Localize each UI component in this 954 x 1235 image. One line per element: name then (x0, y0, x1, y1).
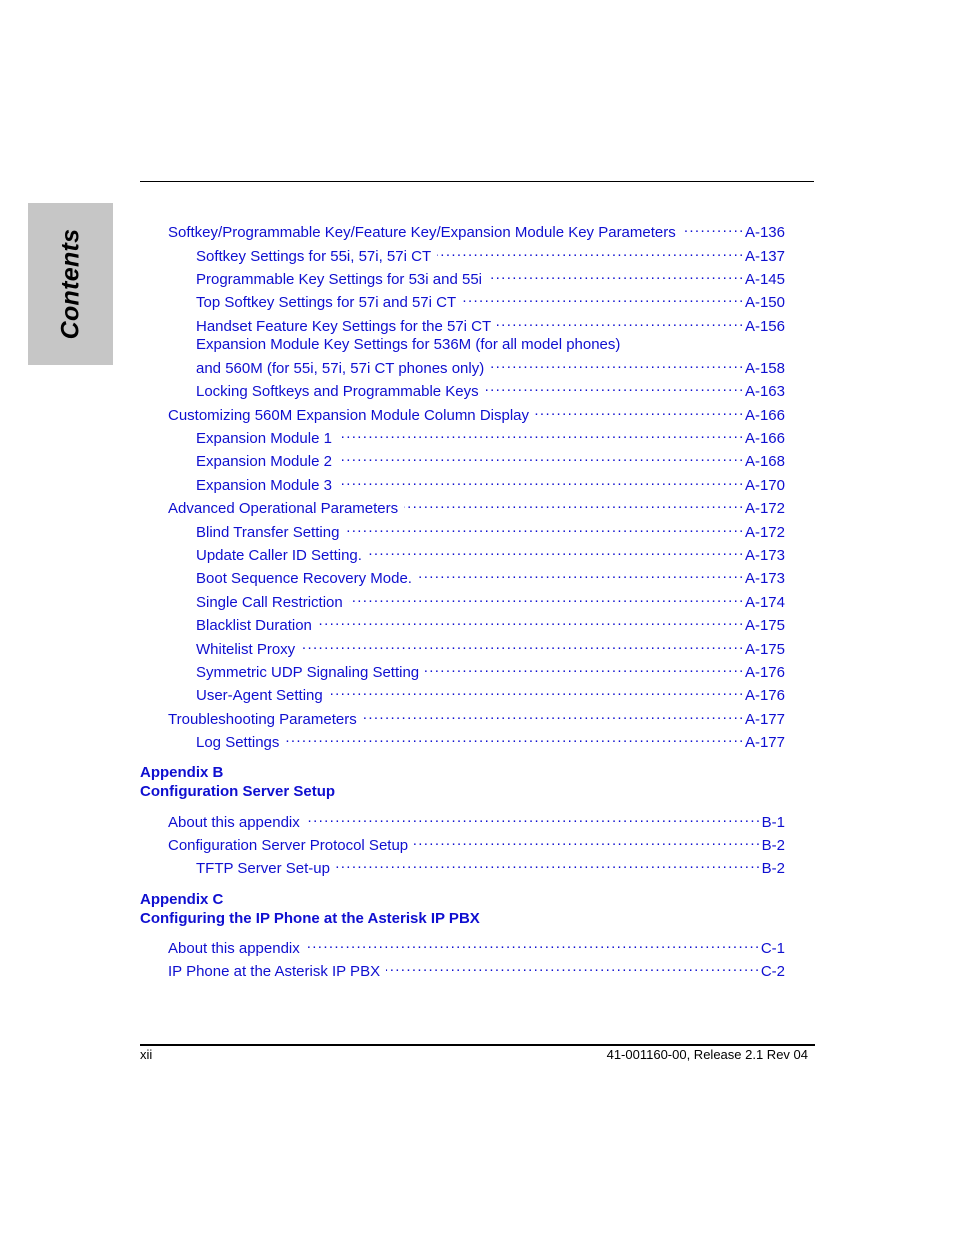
toc-entry[interactable]: Programmable Key Settings for 53i and 55i . . . A-145 (196, 266, 785, 289)
toc-entry[interactable]: Softkey Settings for 55i, 57i, 57i CT . . . A-137 (196, 243, 785, 266)
toc-entry[interactable]: Blind Transfer Setting . . . A-172 (196, 519, 785, 542)
toc-entry[interactable]: Advanced Operational Parameters . . . A-172 (168, 495, 785, 518)
toc-entry-line1[interactable]: Expansion Module Key Settings for 536M (for all model phones) (196, 336, 621, 353)
toc-entry[interactable]: and 560M (for 55i, 57i, 57i CT phones only) . . . A-158 (196, 355, 785, 378)
toc-entry[interactable]: Symmetric UDP Signaling Setting . . . A-176 (196, 659, 785, 682)
toc-entry[interactable]: Whitelist Proxy . . . A-175 (196, 636, 785, 659)
document-id: 41-001160-00, Release 2.1 Rev 04 (606, 1047, 808, 1062)
toc-entry[interactable]: Softkey/Programmable Key/Feature Key/Expansion Module Key Parameters . . . A-136 (168, 219, 785, 242)
appendix-c-title[interactable]: Configuring the IP Phone at the Asterisk IP PBX (140, 910, 480, 927)
toc-entry[interactable]: Handset Feature Key Settings for the 57i CT . . . A-156 (196, 313, 785, 336)
appendix-c-label[interactable]: Appendix C (140, 891, 224, 908)
appendix-b-title[interactable]: Configuration Server Setup (140, 783, 336, 800)
toc-entry[interactable]: About this appendix . . . C-1 (168, 935, 785, 958)
page-number: xii (140, 1047, 153, 1062)
toc-entry[interactable]: TFTP Server Set-up . . . B-2 (196, 855, 785, 878)
toc-entry[interactable]: User-Agent Setting . . . A-176 (196, 682, 785, 705)
toc-entry[interactable]: Boot Sequence Recovery Mode. . . . A-173 (196, 565, 785, 588)
toc-entry[interactable]: Configuration Server Protocol Setup . . . B-2 (168, 832, 785, 855)
toc-entry[interactable]: Blacklist Duration . . . A-175 (196, 612, 785, 635)
side-tab-label: Contents (56, 228, 84, 340)
toc-entry[interactable]: Expansion Module 1 . . . A-166 (196, 425, 785, 448)
toc-entry[interactable]: About this appendix . . . B-1 (168, 809, 785, 832)
toc-entry[interactable]: Top Softkey Settings for 57i and 57i CT . . . A-150 (196, 289, 785, 312)
toc-entry[interactable]: Troubleshooting Parameters . . . A-177 (168, 706, 785, 729)
appendix-b-label[interactable]: Appendix B (140, 764, 224, 781)
toc-entry[interactable]: Expansion Module 2 . . . A-168 (196, 448, 785, 471)
toc-entry[interactable]: Locking Softkeys and Programmable Keys . . . A-163 (196, 378, 785, 401)
toc-entry[interactable]: Customizing 560M Expansion Module Column Display . . . A-166 (168, 402, 785, 425)
toc-entry[interactable]: IP Phone at the Asterisk IP PBX . . . C-2 (168, 958, 785, 981)
toc-entry[interactable]: Single Call Restriction . . . A-174 (196, 589, 785, 612)
footer-rule (140, 1044, 815, 1046)
toc-entry[interactable]: Expansion Module 3 . . . A-170 (196, 472, 785, 495)
toc-entry[interactable]: Log Settings . . . A-177 (196, 729, 785, 752)
toc-entry[interactable]: Update Caller ID Setting. . . . A-173 (196, 542, 785, 565)
